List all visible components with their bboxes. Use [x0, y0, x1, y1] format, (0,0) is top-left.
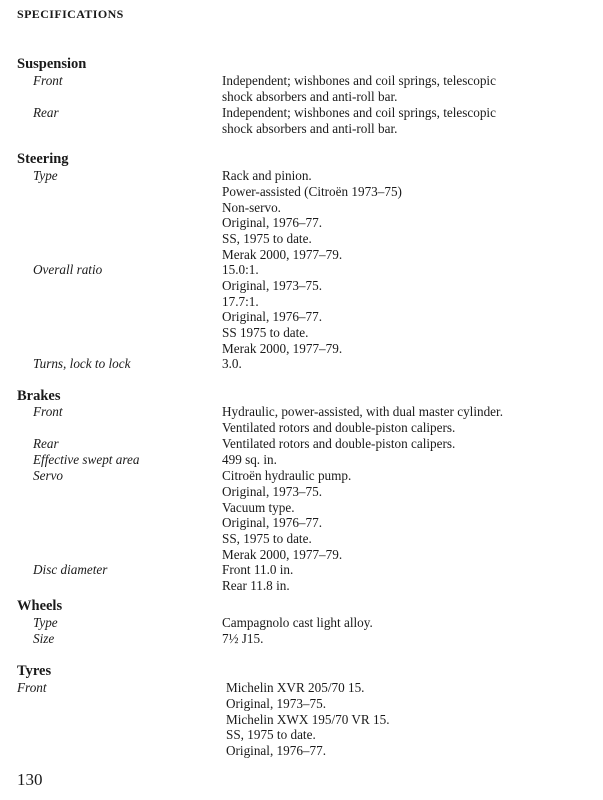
spec-value-line: Original, 1976–77.: [222, 215, 322, 231]
spec-value-line: Campagnolo cast light alloy.: [222, 615, 373, 630]
spec-value: [222, 631, 263, 647]
spec-label: Size: [33, 631, 55, 646]
page-title: SPECIFICATIONS: [17, 7, 124, 21]
spec-value: [222, 168, 402, 263]
spec-value-line: SS 1975 to date.: [222, 325, 309, 341]
spec-label: Type: [33, 168, 58, 183]
spec-value: [222, 468, 351, 563]
spec-value: [222, 562, 293, 594]
spec-value-line: Independent; wishbones and coil springs, telescopic: [222, 73, 496, 88]
spec-value: [222, 262, 342, 357]
spec-value-line: 17.7:1.: [222, 293, 259, 309]
spec-value-line: SS, 1975 to date.: [226, 727, 316, 743]
spec-value-line: Vacuum type.: [222, 499, 295, 515]
spec-value: [222, 615, 373, 631]
spec-value-line: Original, 1976–77.: [222, 515, 322, 531]
section-title-tyres: Tyres: [17, 663, 52, 679]
spec-label: Turns, lock to lock: [33, 356, 131, 371]
spec-value-line: Michelin XWX 195/70 VR 15.: [226, 711, 390, 727]
section-title-suspension: Suspension: [17, 56, 87, 72]
spec-value-line: Rack and pinion.: [222, 168, 312, 183]
spec-value-line: 7½ J15.: [222, 631, 264, 646]
spec-value-line: Independent; wishbones and coil springs, telescopic: [222, 105, 496, 120]
spec-value-line: Original, 1976–77.: [226, 743, 326, 759]
spec-value-line: Citroën hydraulic pump.: [222, 468, 352, 483]
spec-label: Front: [17, 680, 47, 695]
spec-value-line: Non-servo.: [222, 199, 281, 215]
spec-label: Rear: [33, 436, 59, 451]
spec-label: Type: [33, 615, 58, 630]
spec-label: Effective swept area: [33, 452, 140, 467]
spec-value-line: Merak 2000, 1977–79.: [222, 340, 343, 356]
spec-value-line: Ventilated rotors and double-piston calipers.: [222, 419, 456, 435]
spec-label: Servo: [33, 468, 64, 483]
spec-value: [222, 73, 496, 105]
spec-value-line: Original, 1973–75.: [222, 483, 322, 499]
spec-value-line: SS, 1975 to date.: [222, 531, 312, 547]
spec-value: [222, 404, 503, 436]
spec-label: Front: [33, 73, 63, 88]
spec-value-line: Merak 2000, 1977–79.: [222, 546, 343, 562]
spec-label: Overall ratio: [33, 262, 103, 277]
section-title-brakes: Brakes: [17, 388, 61, 404]
section-title-wheels: Wheels: [17, 598, 63, 614]
spec-value-line: SS, 1975 to date.: [222, 231, 312, 247]
spec-value-line: Original, 1973–75.: [222, 277, 322, 293]
page-number: 130: [17, 770, 43, 789]
spec-value-line: shock absorbers and anti-roll bar.: [222, 88, 398, 104]
spec-value: [222, 356, 242, 372]
spec-value: [222, 436, 455, 452]
spec-value-line: 499 sq. in.: [222, 452, 277, 467]
spec-value-line: 15.0:1.: [222, 262, 259, 277]
spec-value-line: 3.0.: [222, 356, 242, 371]
section-title-steering: Steering: [17, 151, 69, 167]
spec-value-line: Michelin XVR 205/70 15.: [226, 680, 365, 695]
spec-label: Front: [33, 404, 63, 419]
spec-value-line: Front 11.0 in.: [222, 562, 294, 577]
spec-value-line: Ventilated rotors and double-piston calipers.: [222, 436, 456, 451]
spec-value: [226, 680, 390, 759]
spec-value-line: Merak 2000, 1977–79.: [222, 246, 343, 262]
spec-value-line: Hydraulic, power-assisted, with dual master cylinder.: [222, 404, 503, 419]
spec-value: [222, 452, 277, 468]
spec-label: Disc diameter: [33, 562, 108, 577]
spec-value-line: Power-assisted (Citroën 1973–75): [222, 183, 402, 199]
spec-value-line: shock absorbers and anti-roll bar.: [222, 120, 398, 136]
spec-value-line: Rear 11.8 in.: [222, 577, 290, 593]
spec-value: [222, 105, 496, 137]
spec-value-line: Original, 1976–77.: [222, 309, 322, 325]
spec-value-line: Original, 1973–75.: [226, 695, 326, 711]
spec-label: Rear: [33, 105, 59, 120]
